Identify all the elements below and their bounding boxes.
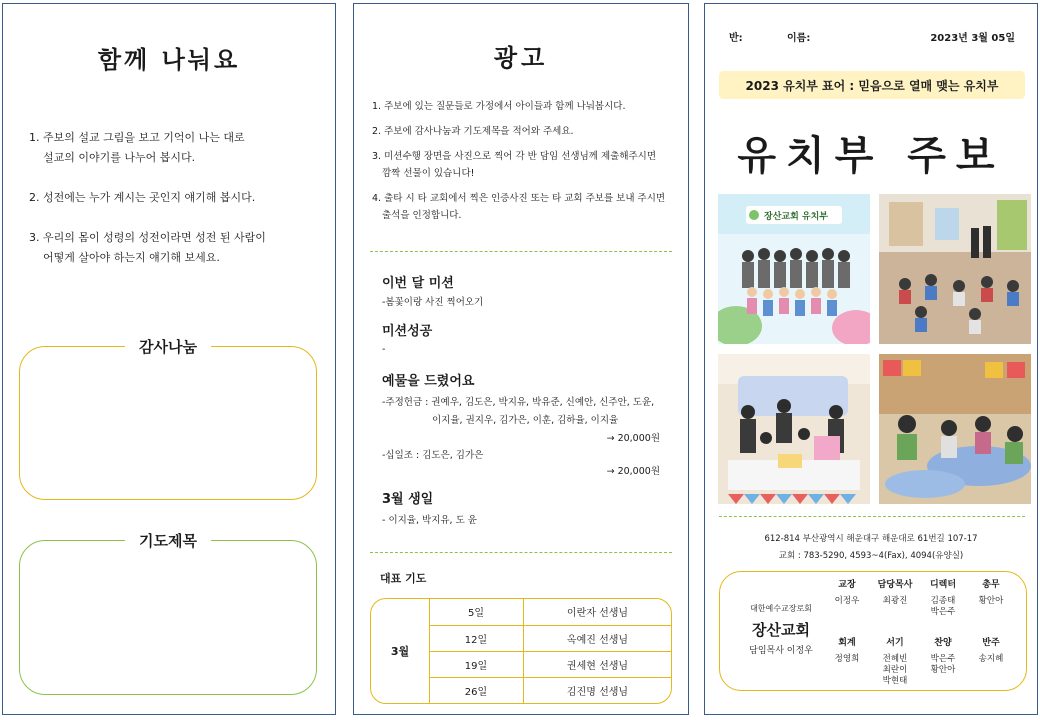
staff-name: 김종태 xyxy=(930,596,956,606)
staff-principal xyxy=(824,580,870,607)
prayer-month: 3월 xyxy=(371,599,430,703)
prayer-date: 12일 xyxy=(429,626,524,652)
staff-name: 송지혜 xyxy=(978,654,1004,664)
table-row xyxy=(429,599,671,625)
offering-heading: 예물을 드렸어요 xyxy=(382,374,475,389)
staff-name: 박은주 xyxy=(930,607,956,617)
prayer-request-label: 기도제목 xyxy=(125,530,211,551)
divider xyxy=(370,251,672,252)
offering-amount: → 20,000원 xyxy=(606,433,660,444)
prayer-request-box xyxy=(19,532,317,695)
offering-line: -주정헌금 : 권예우, 김도은, 박지유, 박유준, 신예안, 신주안, 도윤, xyxy=(382,397,655,408)
cover-panel xyxy=(704,3,1038,715)
tithe-amount: → 20,000원 xyxy=(606,466,660,477)
staff-role: 디렉터 xyxy=(929,580,957,590)
mission-heading: 이번 달 미션 xyxy=(382,276,454,291)
notice-line: 2. 주보에 감사나눔과 기도제목을 적어와 주세요. xyxy=(372,126,574,137)
staff-name: 황안아 xyxy=(930,665,956,675)
table-row xyxy=(429,625,671,652)
prayer-leader: 이란자 선생님 xyxy=(566,608,629,620)
prayer-date: 26일 xyxy=(429,678,524,704)
staff-name: 정영희 xyxy=(834,654,860,664)
church-phone: 교회 : 783-5290, 4593~4(Fax), 4094(유양실) xyxy=(778,551,964,561)
church-affiliation: 대한예수교장로회 xyxy=(750,604,812,613)
tithe-line: -십일조 : 김도은, 김가은 xyxy=(382,450,484,461)
notice-line: 1. 주보에 있는 질문들로 가정에서 아이들과 함께 나눠봅시다. xyxy=(372,101,626,112)
photo-sign: 장산교회 유치부 xyxy=(764,212,828,222)
staff-director xyxy=(920,580,966,618)
staff-name: 이정우 xyxy=(834,596,860,606)
prayer-date: 19일 xyxy=(429,652,524,678)
church-address: 612-814 부산광역시 해운대구 해운대로 61번길 107-17 xyxy=(764,534,978,544)
group-photo xyxy=(718,194,870,344)
staff-role: 회계 xyxy=(838,638,856,648)
notice-list xyxy=(372,98,678,232)
staff-secretary-general xyxy=(968,580,1014,607)
table-row xyxy=(429,677,671,704)
staff-clerk xyxy=(872,638,918,687)
divider xyxy=(719,516,1025,517)
mission-success-heading: 미션성공 xyxy=(382,324,433,339)
name-field-label: 이름: xyxy=(787,33,811,44)
question-item xyxy=(29,128,319,168)
birthday-heading: 3월 생일 xyxy=(382,492,434,507)
question-line: 2. 성전에는 누가 계시는 곳인지 얘기해 봅시다. xyxy=(29,191,256,204)
staff-name: 최란이 xyxy=(882,665,908,675)
notice-line: 4. 출타 시 타 교회에서 찍은 인증사진 또는 타 교회 주보를 보내 주시면 xyxy=(372,193,666,204)
classroom-table-photo xyxy=(879,354,1031,504)
notice-line: 출석을 인정합니다. xyxy=(382,210,462,221)
staff-role: 담당목사 xyxy=(877,580,913,590)
staff-role: 총무 xyxy=(982,580,1000,590)
church-name: 장산교회 xyxy=(752,621,810,639)
question-line: 1. 주보의 설교 그림을 보고 기억이 나는 대로 xyxy=(29,131,245,144)
thanks-sharing-label: 감사나눔 xyxy=(125,336,211,357)
thanks-sharing-box xyxy=(19,338,317,500)
bulletin-date: 2023년 3월 05일 xyxy=(930,33,1015,44)
staff-name: 박현태 xyxy=(882,676,908,686)
birthday-text: - 이지율, 박지유, 도 윤 xyxy=(382,515,477,526)
question-list xyxy=(29,128,319,288)
question-line: 3. 우리의 몸이 성령의 성전이라면 성전 된 사람이 xyxy=(29,231,266,244)
yearly-motto: 2023 유치부 표어 : 믿음으로 열매 맺는 유치부 xyxy=(719,71,1025,99)
question-line: 어떻게 살아야 하는지 얘기해 보세요. xyxy=(43,251,220,264)
offering-line: 이지율, 권지우, 김가은, 이훈, 김하율, 이지율 xyxy=(432,415,619,426)
staff-role: 교장 xyxy=(838,580,856,590)
notice-line: 3. 미션수행 장면을 사진으로 찍어 각 반 담임 선생님께 제출해주시면 xyxy=(372,151,657,162)
notice-item xyxy=(372,123,678,140)
bulletin-title: 유치부 주보 xyxy=(737,133,1005,179)
staff-name: 전혜빈 xyxy=(882,654,908,664)
prayer-leader: 권세현 선생님 xyxy=(566,661,629,673)
staff-accompanist xyxy=(968,638,1014,665)
notice-item xyxy=(372,190,678,224)
staff-pastor xyxy=(872,580,918,607)
prayer-heading: 대표 기도 xyxy=(380,572,427,585)
celebration-photo xyxy=(718,354,870,504)
notice-line: 깜짝 선물이 있습니다! xyxy=(382,168,475,179)
staff-praise xyxy=(920,638,966,676)
church-info-box xyxy=(719,571,1027,691)
staff-name: 박은주 xyxy=(930,654,956,664)
sharing-panel xyxy=(2,3,336,715)
staff-role: 서기 xyxy=(886,638,904,648)
notice-item xyxy=(372,148,678,182)
prayer-date: 5일 xyxy=(429,599,524,625)
prayer-leader: 김진명 선생님 xyxy=(566,687,629,699)
staff-treasurer xyxy=(824,638,870,665)
mission-success-text: - xyxy=(382,344,386,355)
staff-role: 반주 xyxy=(982,638,1000,648)
question-item xyxy=(29,188,319,208)
staff-name: 황안아 xyxy=(978,596,1004,606)
class-field-label: 반: xyxy=(729,33,743,44)
prayer-leader: 옥예진 선생님 xyxy=(566,635,629,647)
divider xyxy=(370,552,672,553)
announcements-title: 광고 xyxy=(493,44,549,72)
staff-name: 최광진 xyxy=(882,596,908,606)
table-row xyxy=(429,651,671,678)
question-item xyxy=(29,228,319,268)
mission-text: -봄꽃이랑 사진 찍어오기 xyxy=(382,297,484,308)
senior-pastor: 담임목사 이정우 xyxy=(749,646,813,656)
prayer-schedule-table xyxy=(370,598,672,704)
announcements-panel xyxy=(353,3,689,715)
notice-item xyxy=(372,98,678,115)
staff-role: 찬양 xyxy=(934,638,952,648)
question-line: 설교의 이야기를 나누어 봅시다. xyxy=(43,151,196,164)
classroom-photo xyxy=(879,194,1031,344)
sharing-title: 함께 나눠요 xyxy=(97,46,241,74)
